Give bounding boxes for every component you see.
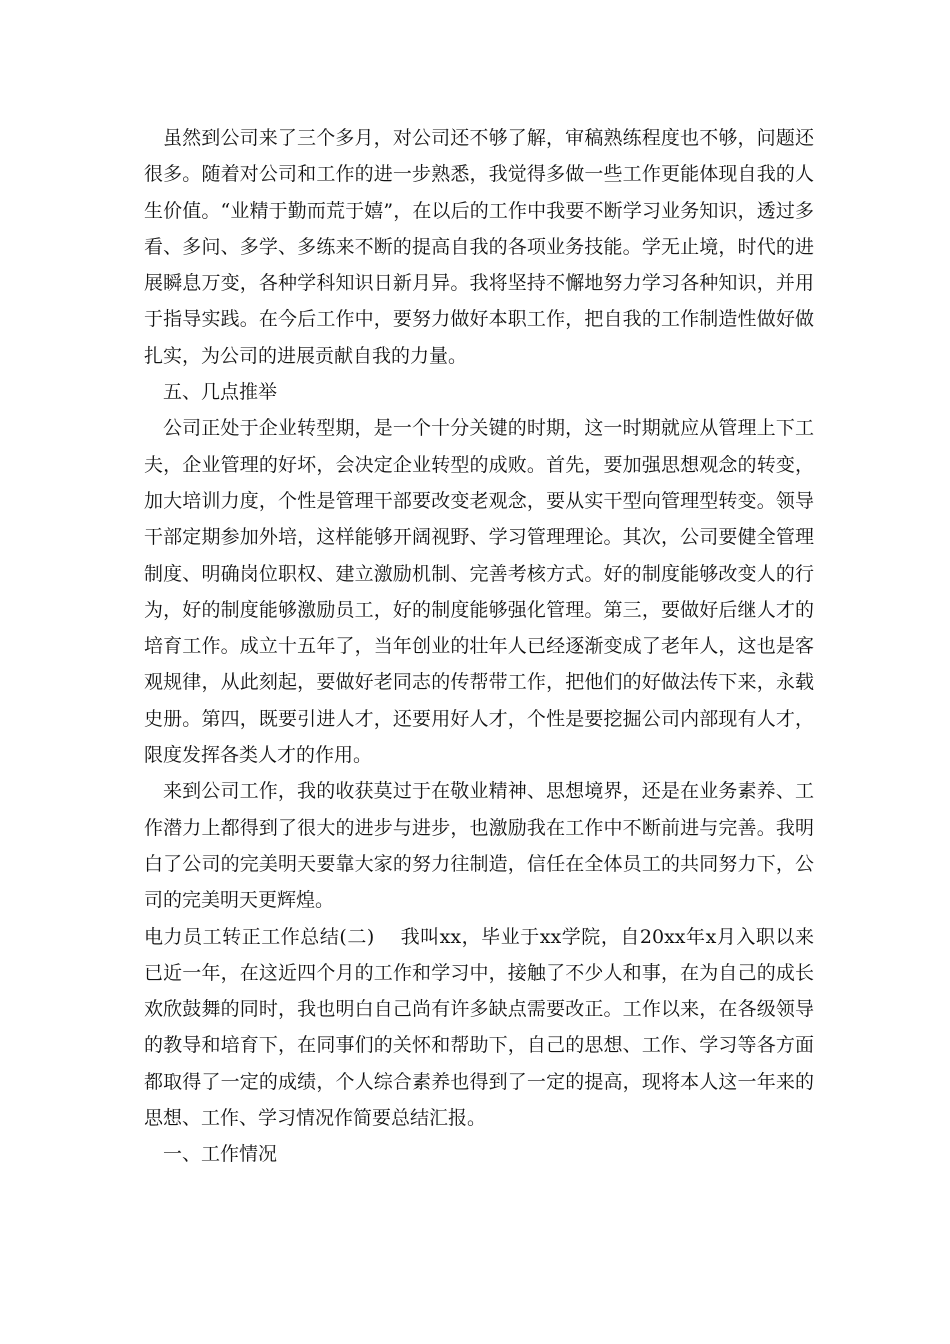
paragraph-harvest: 来到公司工作，我的收获莫过于在敬业精神、思想境界，还是在业务素养、工作潜力上都得到了很大的进步与进步，也激励我在工作中不断前进与完善。我明白了公司的完美明天要靠大家的努力往制造，信任在全体员工的共同努力下，公司的完美明天更辉煌。 [144, 780, 814, 912]
summary-two-text: 我叫xx，毕业于xx学院，自20xx年x月入职以来已近一年，在这近四个月的工作和学习中，接触了不少人和事，在为自己的成长欢欣鼓舞的同时，我也明白自己尚有许多缺点需要改正。工作以来，在各级领导的教导和培育下，在同事们的关怀和帮助下，自己的思想、工作、学习等各方面都取得了一定的成绩，个人综合素养也得到了一定的提高，现将本人这一年来的思想、工作、学习情况作简要总结汇报。 [144, 925, 814, 1130]
paragraph-suggestions: 公司正处于企业转型期，是一个十分关键的时期，这一时期就应从管理上下工夫，企业管理的好坏，会决定企业转型的成败。首先，要加强思想观念的转变，加大培训力度，个性是管理干部要改变老观念，要从实干型向管理型转变。领导干部定期参加外培，这样能够开阔视野、学习管理理论。其次，公司要健全管理制度、明确岗位职权、建立激励机制、完善考核方式。好的制度能够改变人的行为，好的制度能够激励员工，好的制度能够强化管理。第三，要做好后继人才的培育工作。成立十五年了，当年创业的壮年人已经逐渐变成了老年人，这也是客观规律，从此刻起，要做好老同志的传帮带工作，把他们的好做法传下来，永载史册。第四，既要引进人才，还要用好人才，个性是要挖掘公司内部现有人才，限度发挥各类人才的作用。 [144, 417, 814, 767]
section-heading-work: 一、工作情况 [163, 1143, 278, 1166]
paragraph-summary-two [144, 919, 814, 1137]
summary-two-title: 电力员工转正工作总结(二) [144, 925, 375, 948]
title-gap [374, 926, 400, 948]
document-body [144, 120, 814, 1173]
paragraph-self-improvement: 虽然到公司来了三个多月，对公司还不够了解，审稿熟练程度也不够，问题还很多。随着对公司和工作的进一步熟悉，我觉得多做一些工作更能体现自我的人生价值。“业精于勤而荒于嬉”，在以后的工作中我要不断学习业务知识，透过多看、多问、多学、多练来不断的提高自我的各项业务技能。学无止境，时代的进展瞬息万变，各种学科知识日新月异。我将坚持不懈地努力学习各种知识，并用于指导实践。在今后工作中，要努力做好本职工作，把自我的工作制造性做好做扎实，为公司的进展贡献自我的力量。 [144, 127, 814, 367]
section-heading-suggestions: 五、几点推举 [163, 381, 278, 404]
